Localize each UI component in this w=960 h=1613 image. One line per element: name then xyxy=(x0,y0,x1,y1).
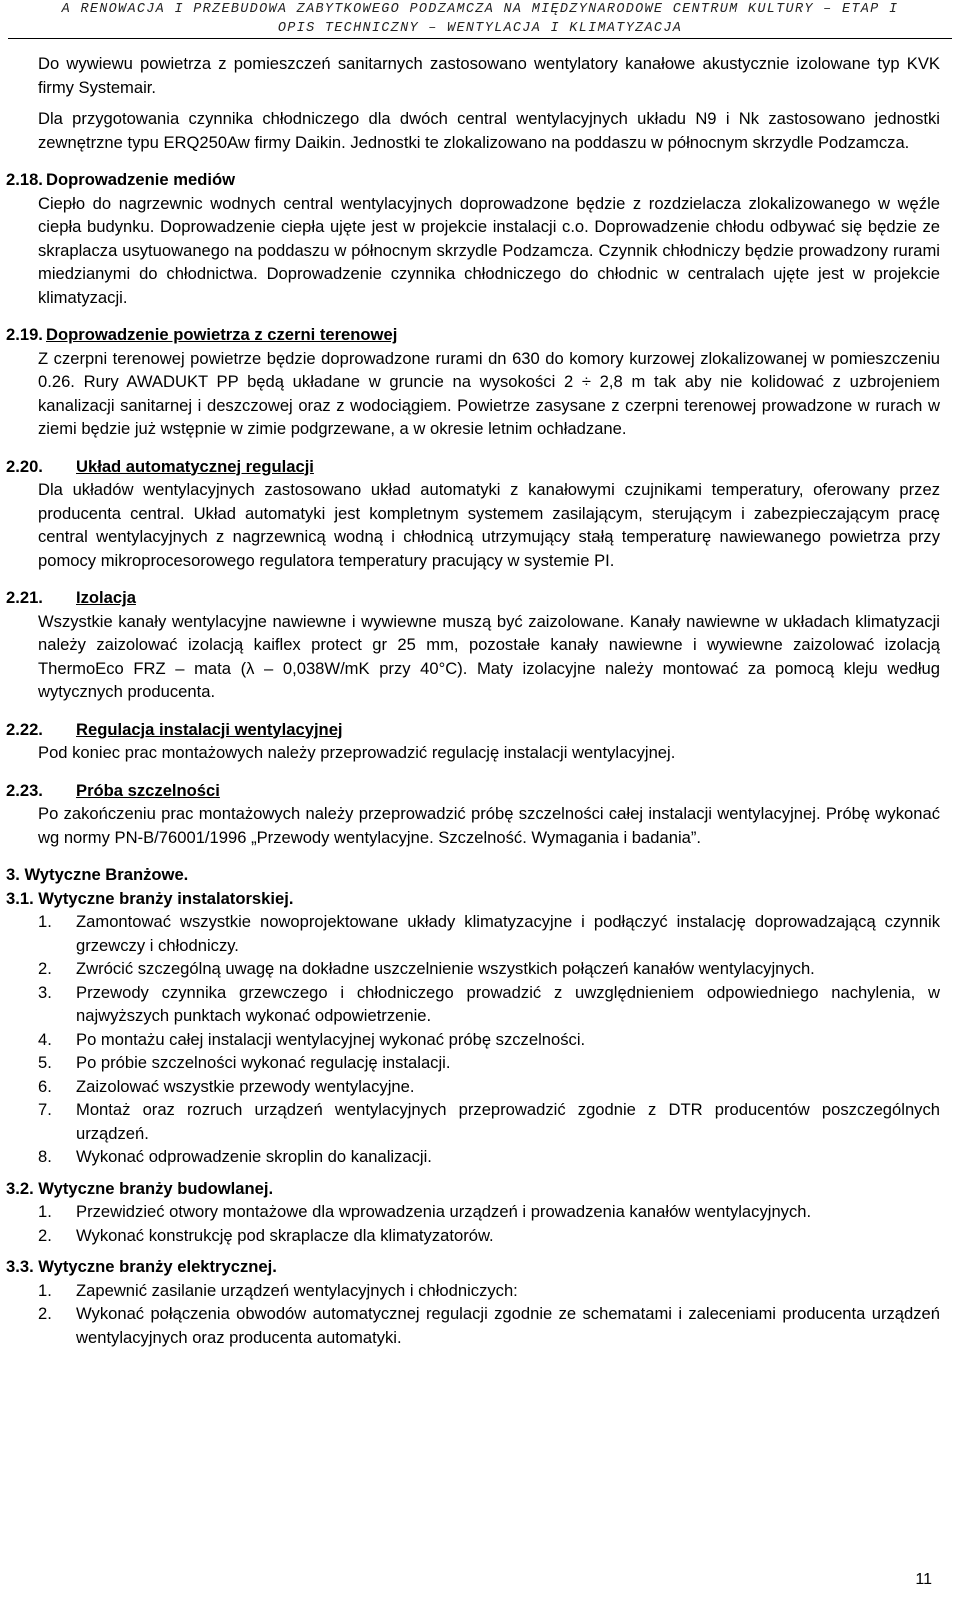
list-item: 5. Po próbie szczelności wykonać regulację instalacji. xyxy=(38,1053,451,1072)
document-body xyxy=(6,52,940,1349)
section-number: 2.23. xyxy=(6,780,43,800)
section-3-1-list xyxy=(38,910,940,1169)
section-title: Doprowadzenie mediów xyxy=(46,170,236,189)
section-3-2-list xyxy=(38,1200,940,1247)
section-2-23-body: Po zakończeniu prac montażowych należy przeprowadzić próbę szczelności całej instalacji wentylacyjnej. Próbę wykonać wg normy PN-B/76001/1996 „Przewody wentylacyjne. Szczelność. Wymagania i badania”. xyxy=(38,804,940,847)
header-line-2: OPIS TECHNICZNY – WENTYLACJA I KLIMATYZACJA xyxy=(277,21,683,36)
intro-paragraph-2: Dla przygotowania czynnika chłodniczego dla dwóch central wentylacyjnych układu N9 i Nk zastosowano jednostki zewnętrzne typu ERQ250Aw firmy Daikin. Jednostki te zlokalizowano na poddaszu w północnym skrzydle Podzamcza. xyxy=(38,109,940,152)
running-header xyxy=(0,0,960,38)
section-2-19-heading xyxy=(6,323,940,347)
list-item: 3. Przewody czynnika grzewczego i chłodniczego prowadzić z uwzględnieniem odpowiedniego nachylenia, w najwyższych punktach wykonać odpowietrzenie. xyxy=(38,982,940,1025)
section-number: 2.19. xyxy=(6,325,43,344)
header-line-1: A RENOWACJA I PRZEBUDOWA ZABYTKOWEGO PODZAMCZA NA MIĘDZYNARODOWE CENTRUM KULTURY – ETAP I xyxy=(61,2,899,17)
section-3-3-list xyxy=(38,1279,940,1350)
section-2-19-body: Z czerpni terenowej powietrze będzie doprowadzone rurami dn 630 do komory kurzowej zlokalizowanej w pomieszczeniu 0.26. Rury AWADUKT PP będą układane w gruncie na wysokości 2 ÷ 2,8 m tak aby nie kolidować z uzbrojeniem kanalizacji sanitarnej i deszczowej oraz z wodociągiem. Powietrze zasysane z czerpni terenowej prowadzone w rurach w ziemi będzie już wstępnie w zimie podgrzewane, a w okresie letnim ochładzane. xyxy=(38,348,940,438)
section-2-18-body: Ciepło do nagrzewnic wodnych central wentylacyjnych doprowadzone będzie z rozdzielacza zlokalizowanego w węźle ciepła budynku. Doprowadzenie ciepła ujęte jest w projekcie instalacji c.o. Doprowadzenie chłodu odbywać się będzie ze skraplacza usytuowanego na poddaszu w północnym skrzydle Podzamcza. Czynnik chłodniczy będzie prowadzony rurami miedzianymi do chłodnictwa. Doprowadzenie czynnika chłodniczego do chłodnic w centralach ujęte jest w projekcie klimatyzacji. xyxy=(38,193,940,307)
section-number: 2.20. xyxy=(6,456,43,476)
chapter-3-title: 3. Wytyczne Branżowe. xyxy=(6,865,189,884)
list-item: 2. Zwrócić szczególną uwagę na dokładne uszczelnienie wszystkich połączeń kanałów wentylacyjnych. xyxy=(38,959,815,978)
list-item: 1. Przewidzieć otwory montażowe dla wprowadzenia urządzeń i prowadzenia kanałów wentylacyjnych. xyxy=(38,1202,812,1221)
list-item: 1. Zamontować wszystkie nowoprojektowane układy klimatyzacyjne i podłączyć instalację doprowadzającą czynnik grzewczy i chłodniczy. xyxy=(38,912,940,955)
section-2-22-heading xyxy=(6,718,940,742)
intro-paragraph-1: Do wywiewu powietrza z pomieszczeń sanitarnych zastosowano wentylatory kanałowe akustycznie izolowane typ KVK firmy Systemair. xyxy=(38,54,940,97)
section-2-20-body: Dla układów wentylacyjnych zastosowano układ automatyki z kanałowymi czujnikami temperatury, oferowany przez producenta central. Układ automatyki jest kompletnym systemem zasilającym, sterującym i zabezpieczającym pracę central wentylacyjnych z nagrzewnicą wodną i chłodnicą utrzymujący stałą temperaturę nawiewanego powietrza przy pomocy mikroprocesorowego regulatora temperatury pracujący w systemie PI. xyxy=(38,480,940,570)
section-3-2-title: 3.2. Wytyczne branży budowlanej. xyxy=(6,1178,274,1198)
section-title: Doprowadzenie powietrza z czerni terenowej xyxy=(46,325,398,344)
section-2-21-body: Wszystkie kanały wentylacyjne nawiewne i wywiewne muszą być zaizolowane. Kanały nawiewne w układach klimatyzacji należy zaizolować izolacją kaiflex protect gr 25 mm, pozostałe kanały nawiewne i wywiewne zaizolować izolacją ThermoEco FRZ – mata (λ – 0,038W/mK przy 40°C). Maty izolacyjne należy montować za pomocą kleju według wytycznych producenta. xyxy=(38,611,940,701)
section-title: Regulacja instalacji wentylacyjnej xyxy=(76,719,343,739)
header-rule xyxy=(8,38,952,39)
section-3-1-title: 3.1. Wytyczne branży instalatorskiej. xyxy=(6,888,294,908)
section-title: Izolacja xyxy=(76,588,136,607)
list-item: 8. Wykonać odprowadzenie skroplin do kanalizacji. xyxy=(38,1147,432,1166)
section-number: 2.21. xyxy=(6,588,43,607)
section-2-20-heading xyxy=(6,455,940,479)
page-number: 11 xyxy=(915,1571,932,1588)
list-item: 4. Po montażu całej instalacji wentylacyjnej wykonać próbę szczelności. xyxy=(38,1029,586,1049)
section-number: 2.22. xyxy=(6,719,43,739)
list-item: 1. Zapewnić zasilanie urządzeń wentylacyjnych i chłodniczych: xyxy=(38,1280,518,1300)
list-item: 2. Wykonać konstrukcję pod skraplacze dla klimatyzatorów. xyxy=(38,1225,494,1245)
section-title: Próba szczelności xyxy=(76,780,220,800)
section-2-18-heading xyxy=(6,168,940,192)
section-2-23-heading xyxy=(6,779,940,803)
section-title: Układ automatycznej regulacji xyxy=(76,456,314,476)
section-2-21-heading xyxy=(6,586,940,610)
list-item: 2. Wykonać połączenia obwodów automatycznej regulacji zgodnie ze schematami i zaleceniami producenta urządzeń wentylacyjnych oraz producenta automatyki. xyxy=(38,1304,940,1347)
section-3-3-title: 3.3. Wytyczne branży elektrycznej. xyxy=(6,1257,277,1276)
section-2-22-body: Pod koniec prac montażowych należy przeprowadzić regulację instalacji wentylacyjnej. xyxy=(38,743,676,762)
section-number: 2.18. xyxy=(6,170,43,189)
list-item: 6. Zaizolować wszystkie przewody wentylacyjne. xyxy=(38,1076,415,1096)
list-item: 7. Montaż oraz rozruch urządzeń wentylacyjnych przeprowadzić zgodnie z DTR producentów poszczególnych urządzeń. xyxy=(38,1100,940,1143)
